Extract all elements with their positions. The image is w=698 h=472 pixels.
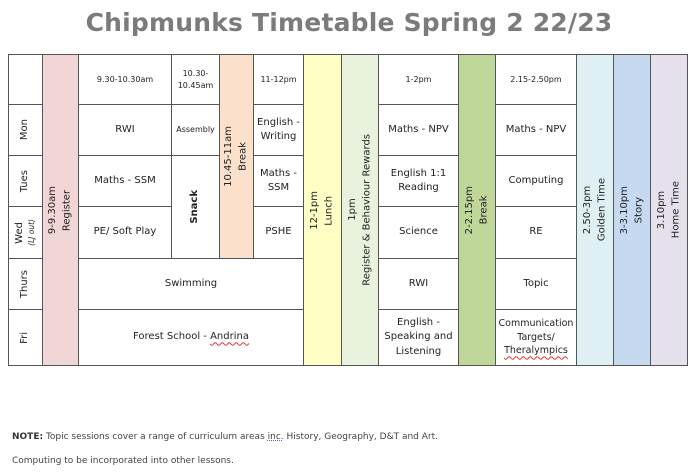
time-header-2-text: 10.30- 10.45am	[177, 68, 214, 90]
mon-session-1: RWI	[78, 104, 172, 156]
note-line-2: Computing to be incorporated into other lessons.	[12, 456, 234, 466]
home-time-text: 3.10pm Home Time	[655, 181, 681, 239]
day-tues-text: Tues	[19, 169, 31, 193]
corner-cell	[8, 54, 43, 105]
note-line-1	[12, 432, 438, 442]
fri-session-4: English - Speaking and Listening	[378, 309, 459, 366]
tues-session-4: English 1:1 Reading	[378, 155, 459, 207]
rewards-band	[341, 54, 379, 366]
fri-session-1	[78, 309, 304, 366]
day-label-thurs	[8, 258, 43, 310]
day-label-wed	[8, 206, 43, 259]
story-band-text: 3-3.10pm Story	[618, 185, 644, 235]
fri-session-1-text: Forest School -	[133, 331, 211, 343]
register-band-text: 9-9.30am Register	[47, 185, 73, 235]
wed-session-3: PSHE	[253, 206, 304, 259]
rewards-band-text: 1pm Register & Behaviour Rewards	[346, 134, 372, 286]
note-text-b: History, Geography, D&T and Art.	[283, 432, 438, 442]
thurs-session-4: RWI	[378, 258, 459, 310]
wed-session-1: PE/ Soft Play	[78, 206, 172, 259]
time-header-2	[171, 54, 220, 105]
mon-session-4: Maths - NPV	[378, 104, 459, 156]
day-thurs-text: Thurs	[19, 269, 31, 299]
wed-session-5: RE	[495, 206, 577, 259]
time-header-3: 11-12pm	[253, 54, 304, 105]
note-inc: inc.	[267, 432, 284, 442]
mon-session-3: English - Writing	[253, 104, 304, 156]
day-label-mon	[8, 104, 43, 156]
golden-time-text: 2.50-3pm Golden Time	[581, 178, 607, 242]
note-text-a: Topic sessions cover a range of curriculum areas	[43, 432, 268, 442]
fri-session-5-text	[499, 317, 574, 358]
mon-session-5: Maths - NPV	[495, 104, 577, 156]
home-time-band	[650, 54, 688, 366]
page-title: Chipmunks Timetable Spring 2 22/23	[85, 8, 613, 37]
note-label: NOTE:	[12, 432, 44, 442]
day-label-fri	[8, 309, 43, 366]
tues-session-5: Computing	[495, 155, 577, 207]
lunch-band-text: 12-1pm Lunch	[309, 190, 335, 230]
day-wed-sub: (LJ out)	[27, 219, 37, 246]
time-header-5: 2.15-2.50pm	[495, 54, 577, 105]
snack-band-text: Snack	[189, 190, 201, 224]
golden-time-band	[576, 54, 614, 366]
mon-session-2: Assembly	[171, 104, 220, 156]
break1-band-text: 10.45-11am Break	[223, 126, 249, 187]
tues-session-3: Maths - SSM	[253, 155, 304, 207]
snack-band	[171, 155, 220, 259]
day-fri-text: Fri	[19, 331, 31, 344]
fri-session-1-name: Andrina	[210, 331, 249, 343]
break1-band	[219, 54, 254, 259]
thurs-session-5: Topic	[495, 258, 577, 310]
fri-session-5-a: Communication Targets/	[498, 317, 574, 343]
day-mon-text: Mon	[19, 119, 31, 141]
wed-session-4: Science	[378, 206, 459, 259]
break2-band-text: 2-2.15pm Break	[463, 185, 489, 235]
lunch-band	[303, 54, 342, 366]
break2-band	[458, 54, 496, 366]
fri-session-5-b: Theralympics	[504, 345, 568, 357]
story-band	[613, 54, 651, 366]
fri-session-5	[495, 309, 577, 366]
day-label-tues	[8, 155, 43, 207]
register-band	[42, 54, 79, 366]
day-wed-text: Wed	[13, 221, 25, 244]
time-header-1: 9.30-10.30am	[78, 54, 172, 105]
tues-session-1: Maths - SSM	[78, 155, 172, 207]
thurs-session-1: Swimming	[78, 258, 304, 310]
time-header-4: 1-2pm	[378, 54, 459, 105]
